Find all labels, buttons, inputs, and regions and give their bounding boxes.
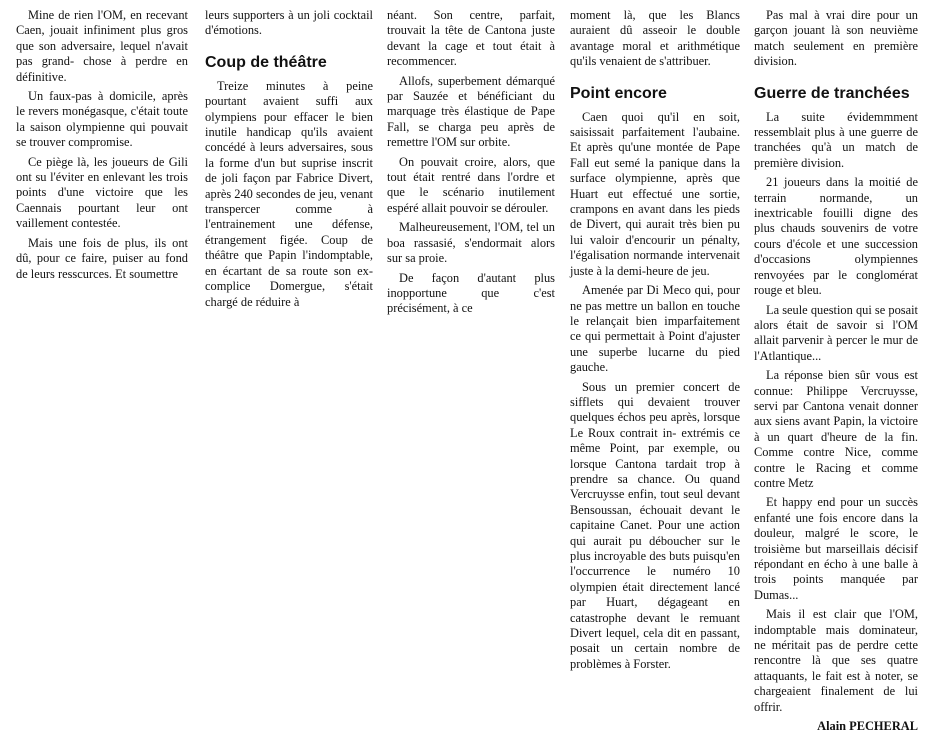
article-paragraph: Malheureusement, l'OM, tel un boa rassasié, s'endormait alors sur sa proie. [387, 220, 555, 266]
author-signature: Alain PECHERAL [817, 719, 918, 734]
article-paragraph: leurs supporters à un joli cocktail d'émotions. [205, 8, 373, 38]
section-heading: Coup de théâtre [205, 53, 327, 71]
section-heading: Point encore [570, 84, 667, 102]
article-paragraph: La seule question qui se posait alors était de savoir si l'OM allait parvenir à percer le mur de l'Atlantique... [754, 302, 918, 363]
article-column-1 [16, 8, 188, 286]
article-paragraph: néant. Son centre, parfait, trouvait la tête de Cantona juste devant la cage et tout était à recommencer. [387, 8, 555, 69]
article-paragraph: La suite évidemmment ressemblait plus à une guerre de tranchées qu'à un match de première division. [754, 109, 918, 170]
article-paragraph: De façon d'autant plus inopportune que c'est précisément, à ce [387, 270, 555, 316]
article-paragraph: Un faux-pas à domicile, après le revers monégasque, c'était toute la saison olympienne qui pouvait se trouver compromise. [16, 89, 188, 150]
article-paragraph: Caen quoi qu'il en soit, saisissait parfaitement l'aubaine. Et après qu'une montée de Pape Fall eut semé la panique dans la surface olympienne, après que Huart eut effectué une sortie, crampons en avant dans les pieds de Divert, qui aurait très bien pu lui valoir d'encourir un pénalty, l'égalisation normande intervenait juste à la demi-heure de jeu. [570, 109, 740, 278]
article-paragraph: Mais une fois de plus, ils ont dû, pour ce faire, puiser au fond de leurs resscurces. Et soumettre [16, 235, 188, 281]
article-paragraph: 21 joueurs dans la moitié de terrain normande, un inextricable fouilli digne des plus chauds souvenirs de votre cours d'école et une succession d'occasions olympiennes renvoyées par le conglomérat rouge et bleu. [754, 175, 918, 298]
article-paragraph: moment là, que les Blancs auraient dû asseoir le double avantage moral et arithmétique qu'ils venaient de s'attribuer. [570, 8, 740, 69]
article-column-4 [570, 8, 740, 676]
article-column-2 [205, 8, 373, 314]
article-column-5 [754, 8, 918, 738]
article-column-3 [387, 8, 555, 321]
section-heading: Guerre de tranchées [754, 84, 910, 102]
article-paragraph: Pas mal à vrai dire pour un garçon jouant là son neuvième match seulement en première division. [754, 8, 918, 69]
article-paragraph: Et happy end pour un succès enfanté une fois encore dans la douleur, malgré le score, le troisième but marseillais décisif répondant en écho à une balle à trois points manquée par Dumas... [754, 495, 918, 602]
article-paragraph: Amenée par Di Meco qui, pour ne pas mettre un ballon en touche le relançait bien imparfaitement ce qui permettait à Point d'ajuster une superbe lucarne du pied gauche. [570, 283, 740, 375]
article-paragraph: Mine de rien l'OM, en recevant Caen, jouait infiniment plus gros que son adversaire, lequel n'avait pas grand- chose à perdre en définitive. [16, 8, 188, 84]
article-paragraph: On pouvait croire, alors, que tout était rentré dans l'ordre et que le scénario inutilement espéré allait pouvoir se dérouler. [387, 154, 555, 215]
article-paragraph: La réponse bien sûr vous est connue: Philippe Vercruysse, servi par Cantona venait donner aux siens avant Papin, la victoire à un quart d'heure de la fin. Comme contre Nice, comme contre le Racing et comme contre Metz [754, 368, 918, 490]
article-paragraph: Ce piège là, les joueurs de Gili ont su l'éviter en enlevant les trois points d'une victoire que les Caennais pourtant leur ont vaillement contestée. [16, 154, 188, 231]
article-paragraph: Treize minutes à peine pourtant avaient suffi aux olympiens pour effacer le bien inutile handicap qu'ils avaient concédé à leurs adversaires, sous la forme d'un but suprise inscrit de joli façon par Fabrice Divert, après 240 secondes de jeu, venant transpercer comme à l'entrainement une défense, étrangement figée. Coup de théâtre que Papin l'indomptable, en écartant de sa route son ex-complice Domergue, s'était chargé de réduire à [205, 78, 373, 309]
article-paragraph: Allofs, superbement démarqué par Sauzée et bénéficiant du marquage très élastique de Pape Fall, se charga peu après de remettre l'OM sur orbite. [387, 73, 555, 150]
article-paragraph: Sous un premier concert de sifflets qui devaient trouver quelques échos peu après, lorsque Le Roux contrait in- extrémis ce même Point, par exemple, ou lorsque Cantona tardait trop à prendre sa chance. Ou quand Vercruysse enfin, tout seul devant Bensoussan, échouait devant le capitaine Canet. Pour une action qui aurait pu déboucher sur le plus incroyable des buts puisqu'en l'occurrence le numéro 10 olympien était directement lancé par Huart, dégageant en catastrophe devant le remuant Divert lequel, cela dit en passant, posait un certain nombre de problèmes à Forster. [570, 379, 740, 671]
article-paragraph: Mais il est clair que l'OM, indomptable mais dominateur, ne méritait pas de perdre cette rencontre là que ses quatre attaquants, le fait est à noter, se chargeaient finalement de lui offrir. [754, 607, 918, 714]
